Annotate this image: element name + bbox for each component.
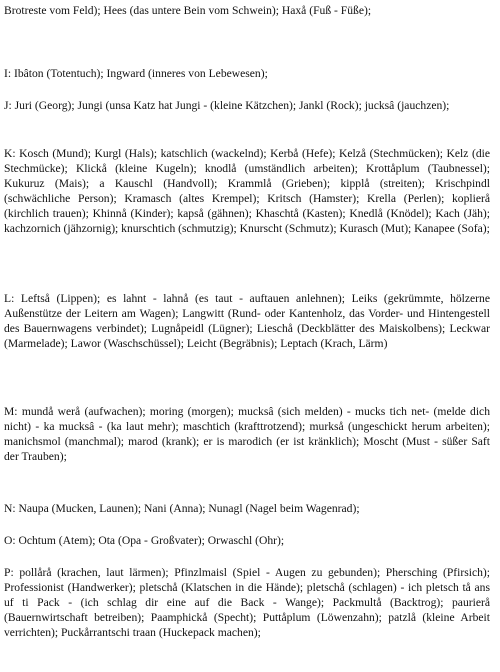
paragraph-o: O: Ochtum (Atem); Ota (Opa - Großvater); Orwaschl (Ohr); <box>4 534 285 547</box>
paragraph-l: L: Leftså (Lippen); es lahnt - lahnå (es taut - auftauen anlehnen); Leiks (gekrümmte, hölzerne Außenstütze der Leitern am Wagen); Langwitt (Rund- oder Kantenholz, das Vorder- und Hintengestell des Bauernwagens verbindet); Lugnåpeidl (Lügner); Lieschå (Deckblätter des Maiskolbens); Leckwar (Marmelade); Lawor (Waschschüssel); Leicht (Begräbnis); Leptach (Krach, Lärm) <box>4 292 490 351</box>
paragraph-k: K: Kosch (Mund); Kurgl (Hals); katschlich (wackelnd); Kerbå (Hefe); Kelzå (Stechmücken); Kelz (die Stechmücke); Klickå (kleine Kugeln); knodlå (umständlich arbeiten); Krottåplum (Taubnessel); Kukuruz (Mais); a Kauschl (Handvoll); Krammlå (Grieben); kipplå (streiten); Krischpindl (schwächliche Person); Kramasch (altes Krempel); Kritsch (Hamster); Krella (Perlen); koplierå (kirchlich trauen); Khinnå (Kinder); kapså (gähnen); Khaschtå (Kasten); Knedlå (Knödel); Kach (Jäh); kachzornich (jähzornig); knurschtich (schmutzig); Knurscht (Schmutz); Kurasch (Mut); Kanapee (Sofa); <box>4 147 490 236</box>
paragraph-n: N: Naupa (Mucken, Launen); Nani (Anna); Nunagl (Nagel beim Wagenrad); <box>4 502 360 515</box>
paragraph-b-continued: Brotreste vom Feld); Hees (das untere Bein vom Schwein); Haxå (Fuß - Füße); <box>4 4 372 17</box>
paragraph-p: P: pollårå (krachen, laut lärmen); Pfinzlmaisl (Spiel - Augen zu gebunden); Phersching (Pfirsich); Professionist (Handwerker); pletschå (Klatschen in die Hände); pletschå (schlagen) - ich pletsch tå ans uf ti Pack - (ich schlag dir eine auf die Back - Wange); Packmultå (Backtrog); paurierå (Bauernwirtschaft betreiben); Paamphickå (Specht); Puttåplum (Löwenzahn); patzlå (kleine Arbeit verrichten); Puckårrantschi traan (Huckepack machen); <box>4 566 490 640</box>
paragraph-i: I: Ibâton (Totentuch); Ingward (inneres von Lebewesen); <box>4 67 268 80</box>
paragraph-j: J: Juri (Georg); Jungi (unsa Katz hat Jungi - (kleine Kätzchen); Jankl (Rock); jucksâ (jauchzen); <box>4 99 450 112</box>
paragraph-m: M: mundå werå (aufwachen); moring (morgen); mucksâ (sich melden) - mucks tich net- (melde dich nicht) - ka mucksâ - (ka laut mehr); maschtich (krafttrotzend); murkså (ungeschickt herum arbeiten); manichsmol (manchmal); marod (krank); er is marodich (er ist kränklich); Moscht (Must - süßer Saft der Trauben); <box>4 405 490 464</box>
